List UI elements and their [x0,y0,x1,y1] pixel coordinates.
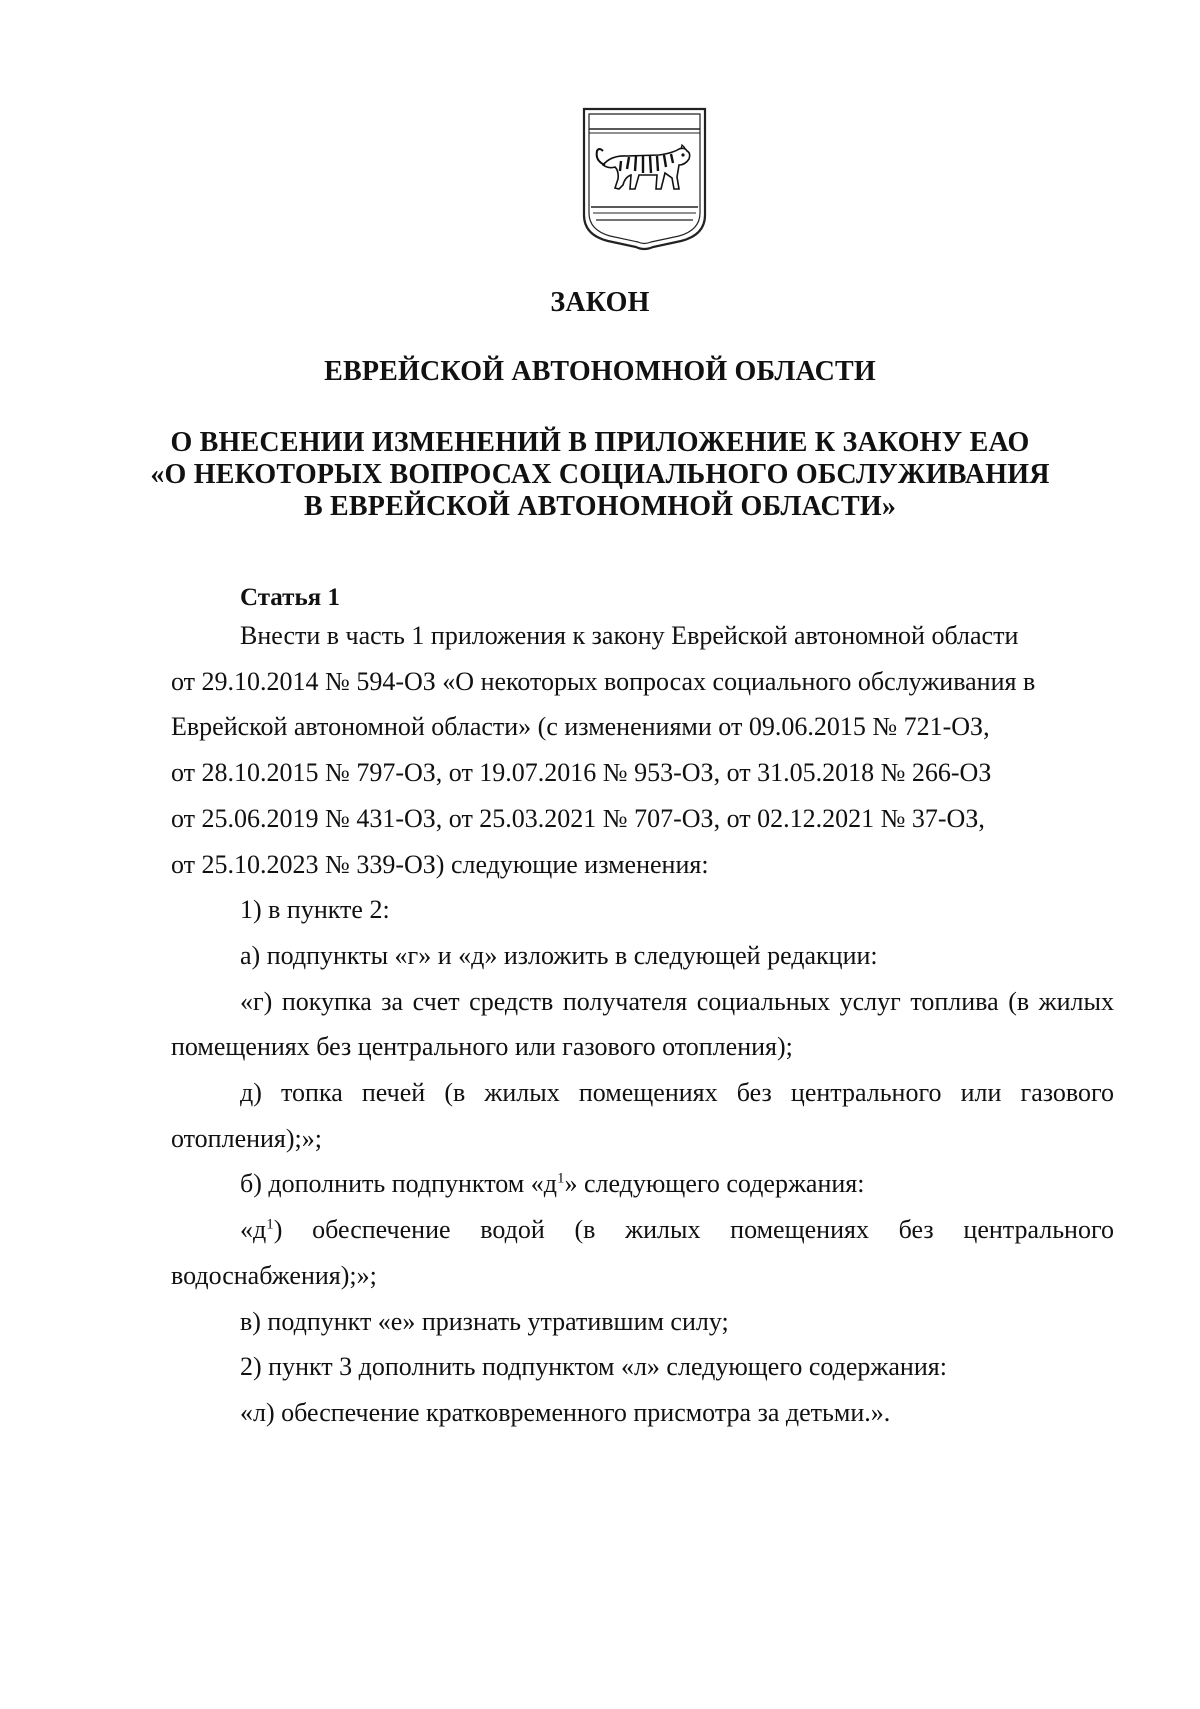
list-item-1v: в) подпункт «е» признать утратившим силу; [240,1306,729,1336]
intro-line: от 25.06.2019 № 431-ОЗ, от 25.03.2021 № 707-ОЗ, от 02.12.2021 № 37-ОЗ, [171,803,985,833]
document-title: ЗАКОН [550,287,650,318]
subject-line: О ВНЕСЕНИИ ИЗМЕНЕНИЙ В ПРИЛОЖЕНИЕ К ЗАКОНУ ЕАО [170,427,1030,458]
document-region: ЕВРЕЙСКОЙ АВТОНОМНОЙ ОБЛАСТИ [324,356,876,387]
list-item-1b: б) дополнить подпунктом «$д^1$» следующего содержания: [240,1169,865,1199]
article-body [171,613,1114,1436]
intro-line: от 28.10.2015 № 797-ОЗ, от 19.07.2016 № 953-ОЗ, от 31.05.2018 № 266-ОЗ [171,758,992,788]
list-item-1a: а) подпункты «г» и «д» изложить в следующей редакции: [240,940,878,970]
list-item-2-text: «л) обеспечение кратковременного присмотра за детьми.». [240,1397,891,1427]
intro-line: Еврейской автономной области» (с изменениями от 09.06.2015 № 721-ОЗ, [171,712,990,742]
subject-line: В ЕВРЕЙСКОЙ АВТОНОМНОЙ ОБЛАСТИ» [303,491,897,522]
list-item-1: 1) в пункте 2: [240,895,390,925]
list-item-1a-d: д) топка печей (в жилых помещениях без центрального или газового отопления);»; [171,1078,1114,1153]
coat-of-arms-tiger-icon [581,107,708,255]
list-item-1b-text: «$д^1$) обеспечение водой (в жилых помещениях без центрального водоснабжения);»; [171,1215,1114,1290]
intro-line: от 29.10.2014 № 594-ОЗ «О некоторых вопросах социального обслуживания в [171,666,1036,696]
document-subject [0,427,1200,523]
list-item-1a-g: «г) покупка за счет средств получателя социальных услуг топлива (в жилых помещениях без центрального или газового отопления); [171,986,1114,1062]
intro-line: Внести в часть 1 приложения к закону Еврейской автономной области [240,621,1019,650]
list-item-2: 2) пункт 3 дополнить подпунктом «л» следующего содержания: [240,1352,947,1382]
article-heading: Статья 1 [240,584,340,611]
subject-line: «О НЕКОТОРЫХ ВОПРОСАХ СОЦИАЛЬНОГО ОБСЛУЖИВАНИЯ [150,459,1050,490]
intro-line: от 25.10.2023 № 339-ОЗ) следующие изменения: [171,849,709,879]
